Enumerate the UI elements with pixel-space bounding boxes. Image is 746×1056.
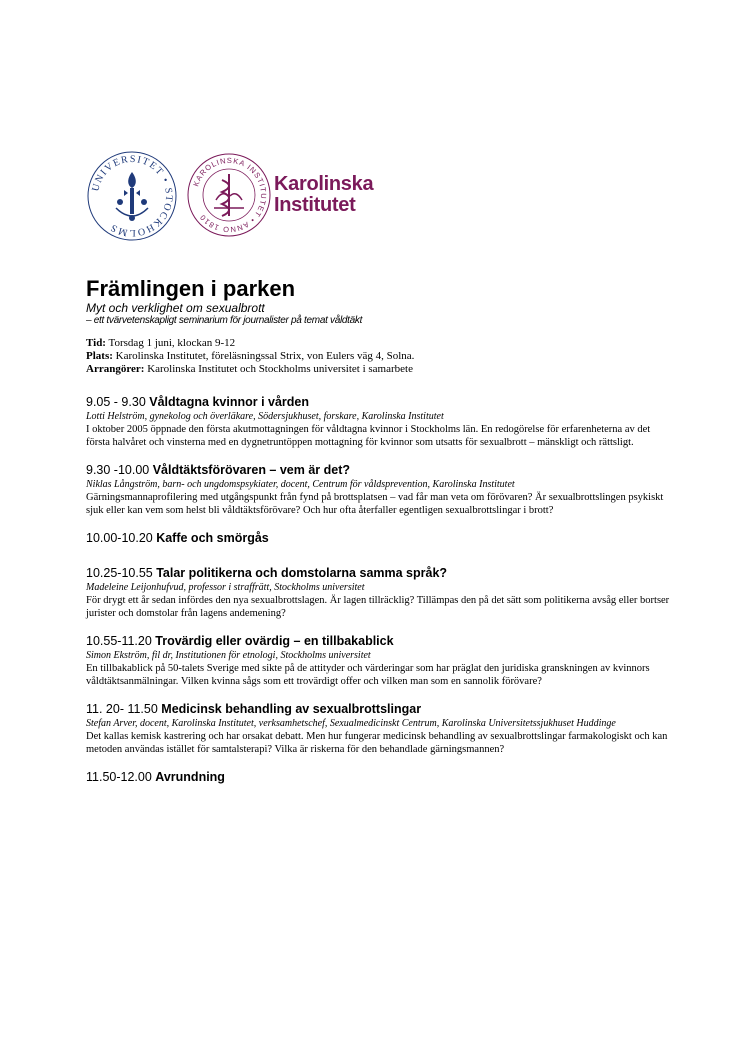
program-item-speaker: Niklas Långström, barn- och ungdomspsykiater, docent, Centrum för våldsprevention, Karolinska Institutet [86, 479, 515, 490]
place-line [86, 350, 676, 363]
ki-wordmark-line2: Institutet [274, 194, 356, 216]
time-label: Tid: [86, 337, 106, 349]
svg-text:UNIVERSITET • STOCKHOLMS: UNIVERSITET • STOCKHOLMS [90, 153, 175, 239]
page-title: Främlingen i parken [86, 276, 296, 301]
program-item-heading [86, 770, 676, 785]
program-item-speaker: Madeleine Leijonhufvud, professor i straffrätt, Stockholms universitet [86, 582, 365, 593]
svg-text:KAROLINSKA INSTITUTET • ANNO 1: KAROLINSKA INSTITUTET • ANNO 1810 [191, 155, 269, 235]
program-item-heading [86, 531, 676, 546]
program-item-time: 10.00-10.20 [86, 531, 157, 545]
place-label: Plats: [86, 350, 113, 362]
program-item-title: Avrundning [155, 770, 225, 784]
program-item-time: 10.25-10.55 [86, 566, 157, 580]
program-item-heading [86, 463, 676, 478]
program-item-time: 11. 20- 11.50 [86, 702, 162, 716]
program-item-title: Trovärdig eller ovärdig – en tillbakablick [155, 634, 394, 648]
program-item-title: Talar politikerna och domstolarna samma språk? [156, 566, 448, 580]
program-item-speaker: Stefan Arver, docent, Karolinska Institutet, verksamhetschef, Sexualmedicinskt Centrum, Karolinska Universitetssjukhuset Huddinge [86, 718, 616, 729]
program-item-title: Kaffe och smörgås [156, 531, 269, 545]
ki-wordmark-line1: Karolinska [274, 173, 374, 195]
program-item-title: Våldtäktsförövaren – vem är det? [152, 463, 351, 477]
program-item-speaker: Lotti Helström, gynekolog och överläkare, Södersjukhuset, forskare, Karolinska Institutet [86, 411, 444, 422]
program-item-speaker: Simon Ekström, fil dr, Institutionen för etnologi, Stockholms universitet [86, 650, 371, 661]
logo-area [86, 150, 386, 240]
event-details [86, 337, 676, 376]
place-value: Karolinska Institutet, föreläsningssal Strix, von Eulers väg 4, Solna. [112, 350, 415, 362]
program-item-closing [86, 770, 676, 785]
program-item-title: Våldtagna kvinnor i vården [149, 395, 310, 409]
program-item-title: Medicinsk behandling av sexualbrottslingar [161, 702, 422, 716]
subtitle: Myt och verklighet om sexualbrott [86, 301, 265, 315]
program-item-time: 9.05 - 9.30 [86, 395, 150, 409]
program-item-description: En tillbakablick på 50-talets Sverige med sikte på de attityder och värderingar som har präglat den juridiska granskningen av kvinnors våldtäktsanmälningar. Vilken kvinna sågs som ett trovärdigt offer och vilken man som en sannolik förövare? [86, 663, 650, 687]
karolinska-institutet-wordmark [274, 174, 373, 216]
program-item [86, 634, 676, 688]
program-item-description: I oktober 2005 öppnade den första akutmottagningen för våldtagna kvinnor i Stockholms län. En redogörelse för erfarenheterna av det första halvåret och vinsterna med en dygnetruntöppen mottagning för kvinnor som utsatts för sexualbrott – mänskligt och rättsligt. [86, 424, 651, 448]
subtitle-secondary: – ett tvärvetenskapligt seminarium för journalister på temat våldtäkt [86, 315, 363, 326]
organizers-value: Karolinska Institutet och Stockholms universitet i samarbete [144, 363, 413, 375]
organizers-line [86, 363, 676, 376]
program-item-description: Gärningsmannaprofilering med utgångspunkt från fynd på brottsplatsen – vad får man veta om förövaren? Är sexualbrottslingen psykiskt sjuk eller kan vem som helst bli våldtäktsförövare? Och hur ofta återfaller egentligen sexualbrottslingar i brott? [86, 492, 664, 516]
program-item-break [86, 531, 676, 546]
program-item-description: Det kallas kemisk kastrering och har orsakat debatt. Men hur fungerar medicinsk behandling av sexualbrottslingar farmakologiskt och kan metoden användas istället för samtalsterapi? Vilka är riskerna för den behandlade gärningsmannen? [86, 731, 668, 755]
program-item-time: 10.55-11.20 [86, 634, 156, 648]
program-item-heading [86, 395, 676, 410]
program-item-heading [86, 702, 676, 717]
program-item-heading [86, 566, 676, 581]
time-line [86, 337, 676, 350]
program-item [86, 702, 676, 756]
program-item-time: 11.50-12.00 [86, 770, 156, 784]
program-item [86, 463, 676, 517]
program-item-time: 9.30 -10.00 [86, 463, 153, 477]
stockholm-university-seal-icon [86, 150, 178, 242]
program-item [86, 566, 676, 620]
organizers-label: Arrangörer: [86, 363, 145, 375]
karolinska-institutet-seal-icon [186, 152, 272, 238]
program-item [86, 395, 676, 449]
program-item-heading [86, 634, 676, 649]
document-body [86, 276, 676, 799]
program-item-description: För drygt ett år sedan infördes den nya sexualbrottslagen. Är lagen tillräcklig? Tillämpas den på det sätt som politikerna avsåg eller bortser jurister och domstolar från lagens andemening? [86, 595, 670, 619]
time-value: Torsdag 1 juni, klockan 9-12 [105, 337, 236, 349]
